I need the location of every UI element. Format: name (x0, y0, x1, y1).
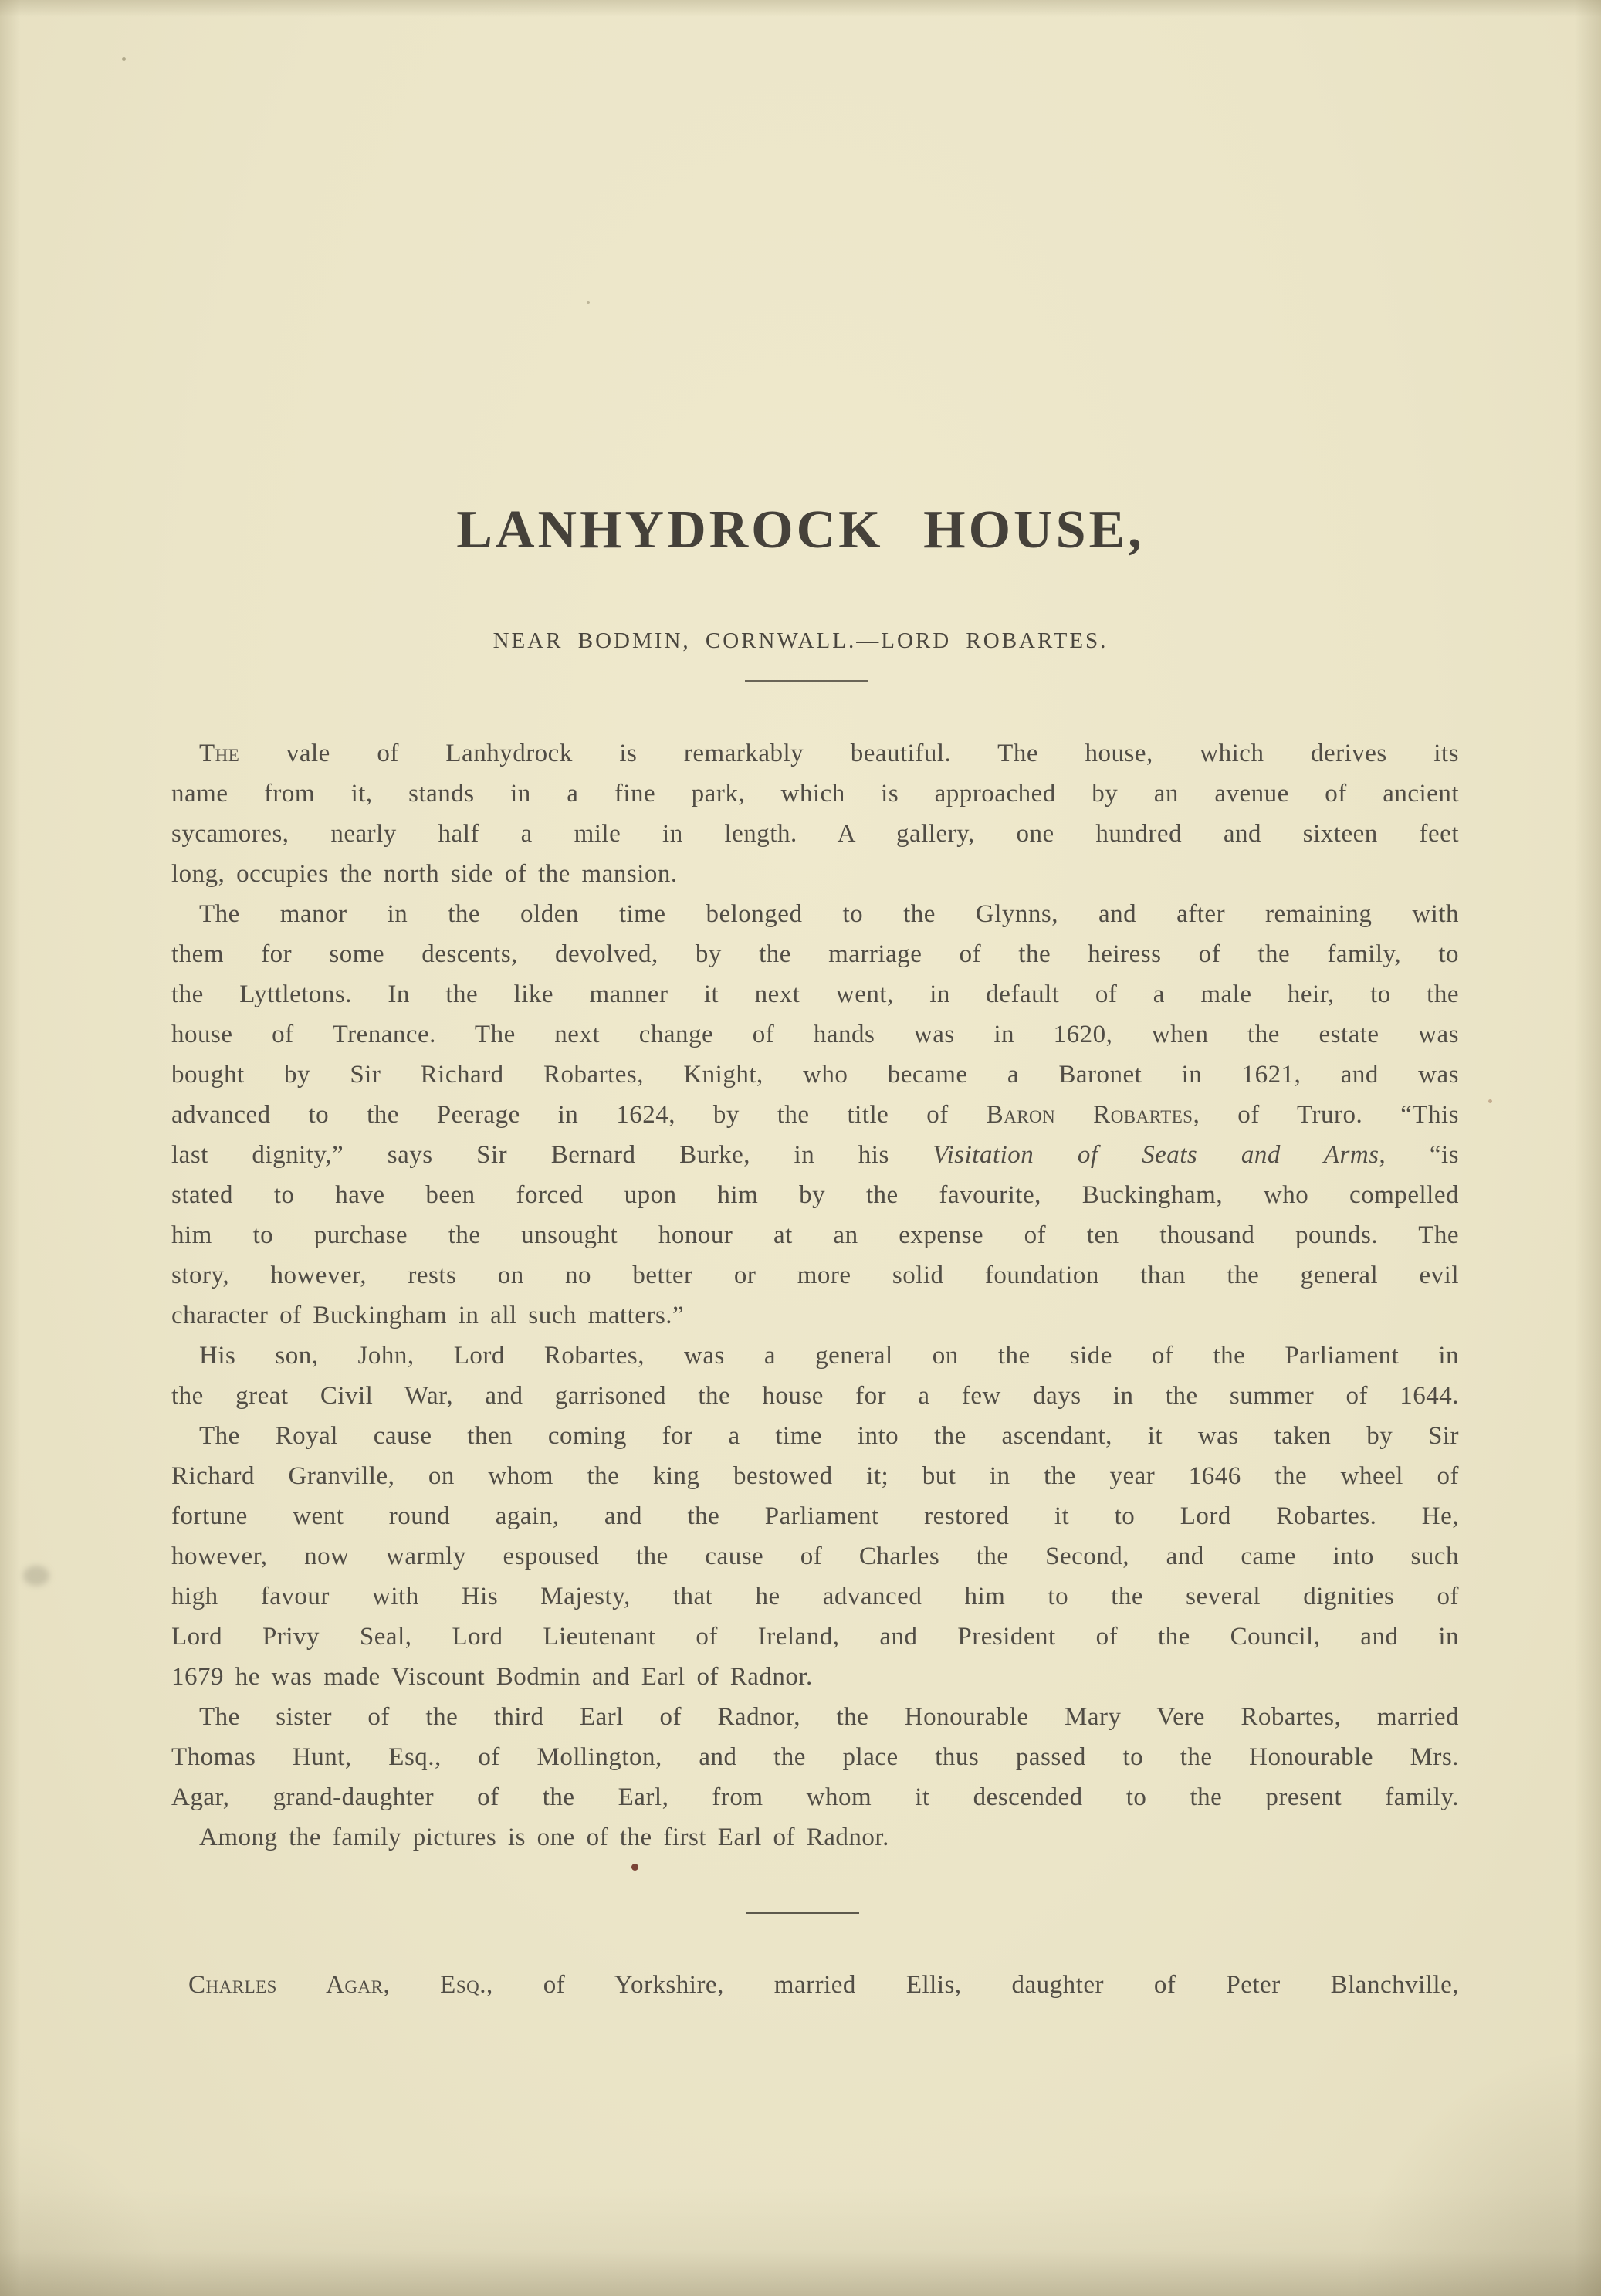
text-line: Agar, grand-daughter of the Earl, from whom it descended to the present family. (171, 1783, 1459, 1811)
paper-speck (1488, 1099, 1492, 1103)
page-title: LANHYDROCK HOUSE, (456, 500, 1145, 560)
text-line: house of Trenance. The next change of hands was in 1620, when the estate was (171, 1021, 1459, 1048)
text-line: Lord Privy Seal, Lord Lieutenant of Ireland, and President of the Council, and in (171, 1623, 1459, 1651)
text-line: them for some descents, devolved, by the marriage of the heiress of the family, to (171, 940, 1459, 968)
text-line: The manor in the olden time belonged to the Glynns, and after remaining with (199, 900, 1459, 928)
text-line: character of Buckingham in all such matters.” (171, 1302, 685, 1329)
text-line: advanced to the Peerage in 1624, by the title of Baron Robartes, of Truro. “This (171, 1101, 1460, 1129)
footer-text (171, 1965, 1459, 2005)
text-line: His son, John, Lord Robartes, was a general on the side of the Parliament in (199, 1342, 1459, 1370)
text-line: stated to have been forced upon him by the favourite, Buckingham, who compelled (171, 1181, 1459, 1209)
text-line: The sister of the third Earl of Radnor, the Honourable Mary Vere Robartes, married (199, 1703, 1459, 1731)
body-text (171, 733, 1459, 1857)
paper-speck (587, 301, 590, 304)
section-divider-top (745, 680, 868, 682)
text-line: last dignity,” says Sir Bernard Burke, in his Visitation of Seats and Arms, “is (171, 1141, 1459, 1169)
section-divider-bottom (746, 1912, 859, 1914)
text-line: the Lyttletons. In the like manner it next went, in default of a male heir, to the (171, 980, 1459, 1008)
text-line: however, now warmly espoused the cause of Charles the Second, and came into such (171, 1543, 1459, 1570)
text-line: sycamores, nearly half a mile in length. A gallery, one hundred and sixteen feet (171, 820, 1459, 848)
text-line: The vale of Lanhydrock is remarkably beautiful. The house, which derives its (199, 740, 1459, 767)
text-line: The Royal cause then coming for a time into the ascendant, it was taken by Sir (199, 1422, 1459, 1450)
text-line: Charles Agar, Esq., of Yorkshire, married Ellis, daughter of Peter Blanchville, (188, 1971, 1460, 1999)
text-line: high favour with His Majesty, that he advanced him to the several dignities of (171, 1583, 1459, 1610)
text-line: name from it, stands in a fine park, which is approached by an avenue of ancient (171, 780, 1459, 808)
text-line: Richard Granville, on whom the king bestowed it; but in the year 1646 the wheel of (171, 1462, 1459, 1490)
text-line: Among the family pictures is one of the first Earl of Radnor. (199, 1824, 889, 1851)
text-line: 1679 he was made Viscount Bodmin and Earl of Radnor. (171, 1663, 813, 1691)
paper-speck (122, 57, 126, 61)
text-line: him to purchase the unsought honour at an expense of ten thousand pounds. The (171, 1221, 1459, 1249)
text-line: story, however, rests on no better or more solid foundation than the general evil (171, 1261, 1459, 1289)
ink-spot (631, 1864, 638, 1871)
text-line: Thomas Hunt, Esq., of Mollington, and the place thus passed to the Honourable Mrs. (171, 1743, 1459, 1771)
text-line: fortune went round again, and the Parliament restored it to Lord Robartes. He, (171, 1502, 1459, 1530)
paper-smudge (23, 1566, 49, 1586)
page-subtitle: NEAR BODMIN, CORNWALL.—LORD ROBARTES. (492, 628, 1109, 653)
text-line: bought by Sir Richard Robartes, Knight, who became a Baronet in 1621, and was (171, 1061, 1459, 1089)
text-line: the great Civil War, and garrisoned the house for a few days in the summer of 1644. (171, 1382, 1459, 1410)
text-line: long, occupies the north side of the mansion. (171, 860, 678, 888)
